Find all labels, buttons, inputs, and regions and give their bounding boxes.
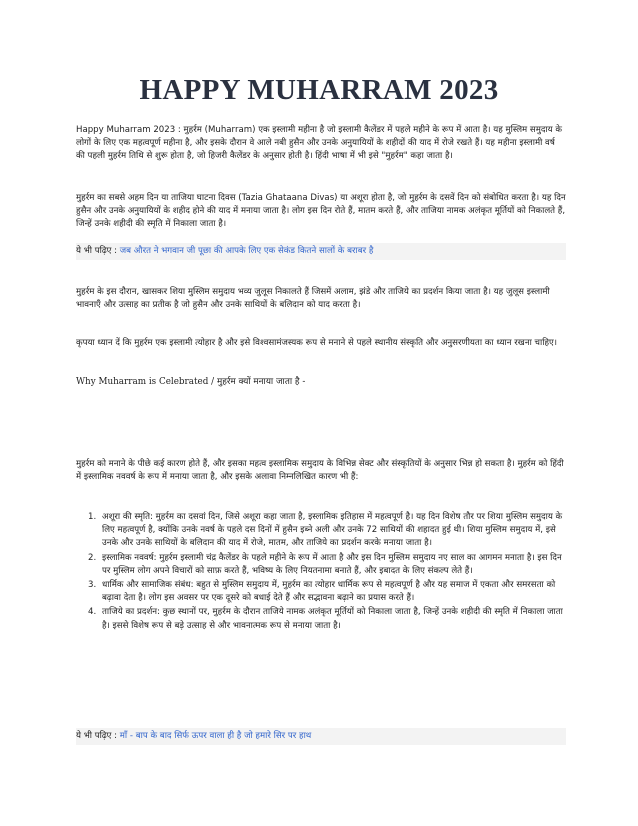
list-item	[76, 579, 566, 605]
list-number: 1.	[88, 512, 97, 522]
note-paragraph: कृपया ध्यान दें कि मुहर्रम एक इस्लामी त्योहार है और इसे विश्वसामंजस्यक रूप से मनाने से पहले स्थानीय संस्कृति और अनुसरणीयता का ध्यान रखना चाहिए।	[76, 338, 558, 348]
section-heading: Why Muharram is Celebrated / मुहर्रम क्यों मनाया जाता है -	[76, 377, 306, 387]
list-text: इस्लामिक नववर्ष: मुहर्रम इस्लामी चंद्र कैलेंडर के पहले महीने के रूप में आता है और इस दिन मुस्लिम समुदाय नए साल का आगमन मनाता है। इस दिन पर मुस्लिम लोग अपने विचारों को साफ़ करते हैं, भविष्य के लिए नियतनामा बनाते हैं, और इबादत के लिए संकल्प लेते हैं।	[102, 552, 562, 576]
list-text: ताजिये का प्रदर्शन: कुछ स्थानों पर, मुहर्रम के दौरान ताजिये नामक अलंकृत मूर्तियों को निकाला जाता है, जिन्हें उनके शहीदी की स्मृति में निकाला जाता है। इससे विशेष रूप से बड़े उत्साह से और भावनात्मक रूप से मनाया जाता है।	[102, 607, 563, 631]
list-text: अशूरा की स्मृति: मुहर्रम का दसवां दिन, जिसे अशूरा कहा जाता है, इस्लामिक इतिहास में महत्वपूर्ण है। यह दिन विशेष तौर पर शिया मुस्लिम समुदाय के लिए महत्वपूर्ण है, क्योंकि उनके नवर्ष के पहले दस दिनों में हुसैन इब्ने अली और उनके 72 साथियों की शहादत हुई थी। शिया मुस्लिम समुदाय में, इसे उनके और उनके साथियों के बलिदान की याद में रोजे, मातम, और ताजिये का प्रदर्शन करके मनाया जाता है।	[102, 512, 563, 549]
related-article-1	[76, 243, 566, 260]
list-number: 3.	[88, 580, 97, 591]
list-item	[76, 552, 566, 578]
page-title: HAPPY MUHARRAM 2023	[139, 74, 499, 106]
list-text: धार्मिक और सामाजिक संबंध: बहुत से मुस्लिम समुदाय में, मुहर्रम का त्योहार धार्मिक रूप से महत्वपूर्ण है और यह समाज में एकता और समरसता को बढ़ावा देता है। लोग इस अवसर पर एक दूसरे को बधाई देते हैं और सद्भावना बढ़ाने का प्रयास करते हैं।	[102, 580, 556, 604]
related-article-2	[76, 728, 566, 745]
procession-paragraph: मुहर्रम के इस दौरान, खासकर शिया मुस्लिम समुदाय भव्य जुलूस निकालते हैं जिसमें अलाम, झंडे और ताजिये का प्रदर्शन किया जाता है। यह जुलूस इस्लामी भावनाएँ और उत्साह का प्रतीक है जो हुसैन और उनके साथियों के बलिदान को याद करता है।	[76, 287, 550, 311]
reasons-list	[76, 511, 566, 634]
list-item	[76, 511, 566, 551]
list-number: 4.	[88, 607, 97, 618]
list-number: 2.	[88, 552, 97, 563]
related-link-2[interactable]: माँ - बाप के बाद सिर्फ ऊपर वाला ही है जो हमारे सिर पर हाथ	[119, 731, 312, 741]
related-prefix: ये भी पढ़िए :	[76, 731, 120, 741]
reasons-intro-paragraph: मुहर्रम को मनाने के पीछे कई कारण होते हैं, और इसका महत्व इस्लामिक समुदाय के विभिन्न सेक्ट और संस्कृतियों के अनुसार भिन्न हो सकता है। मुहर्रम को हिंदी में इस्लामिक नववर्ष के रूप में मनाया जाता है, और इसके अलावा निम्नलिखित कारण भी हैं:	[76, 459, 564, 483]
list-item	[76, 606, 566, 632]
intro-paragraph: Happy Muharram 2023 : मुहर्रम (Muharram) एक इस्लामी महीना है जो इस्लामी कैलेंडर में पहले महीने के रूप में आता है। यह मुस्लिम समुदाय के लोगों के लिए एक महत्वपूर्ण महीना है, और इसके दौरान वे आले नबी हुसैन और उनके अनुयायियों के शहीदों की याद में रोजे रखते हैं। यह महीना इस्लामी वर्ष की पहली मुहर्रम तिथि से शुरू होता है, जो हिजरी कैलेंडर के अनुसार होती है। हिंदी भाषा में भी इसे "मुहर्रम" कहा जाता है।	[76, 125, 562, 162]
related-prefix: ये भी पढ़िए :	[76, 246, 120, 256]
related-link-1[interactable]: जब औरत ने भगवान जी पूछा की आपके लिए एक सेकंड कितने सालों के बराबर है	[119, 246, 374, 256]
ashura-paragraph: मुहर्रम का सबसे अहम दिन या ताजिया घाटना दिवस (Tazia Ghataana Divas) या अशूरा होता है, जो मुहर्रम के दसवें दिन को संबोधित करता है। यह दिन हुसैन और उनके अनुयायियों के शहीद होने की याद में मनाया जाता है। लोग इस दिन रोते हैं, मातम करते हैं, और ताजिया नामक अलंकृत मूर्तियों को निकालते हैं, जिन्हें उनके शहीदी की स्मृति में निकाला जाता है।	[76, 193, 566, 230]
